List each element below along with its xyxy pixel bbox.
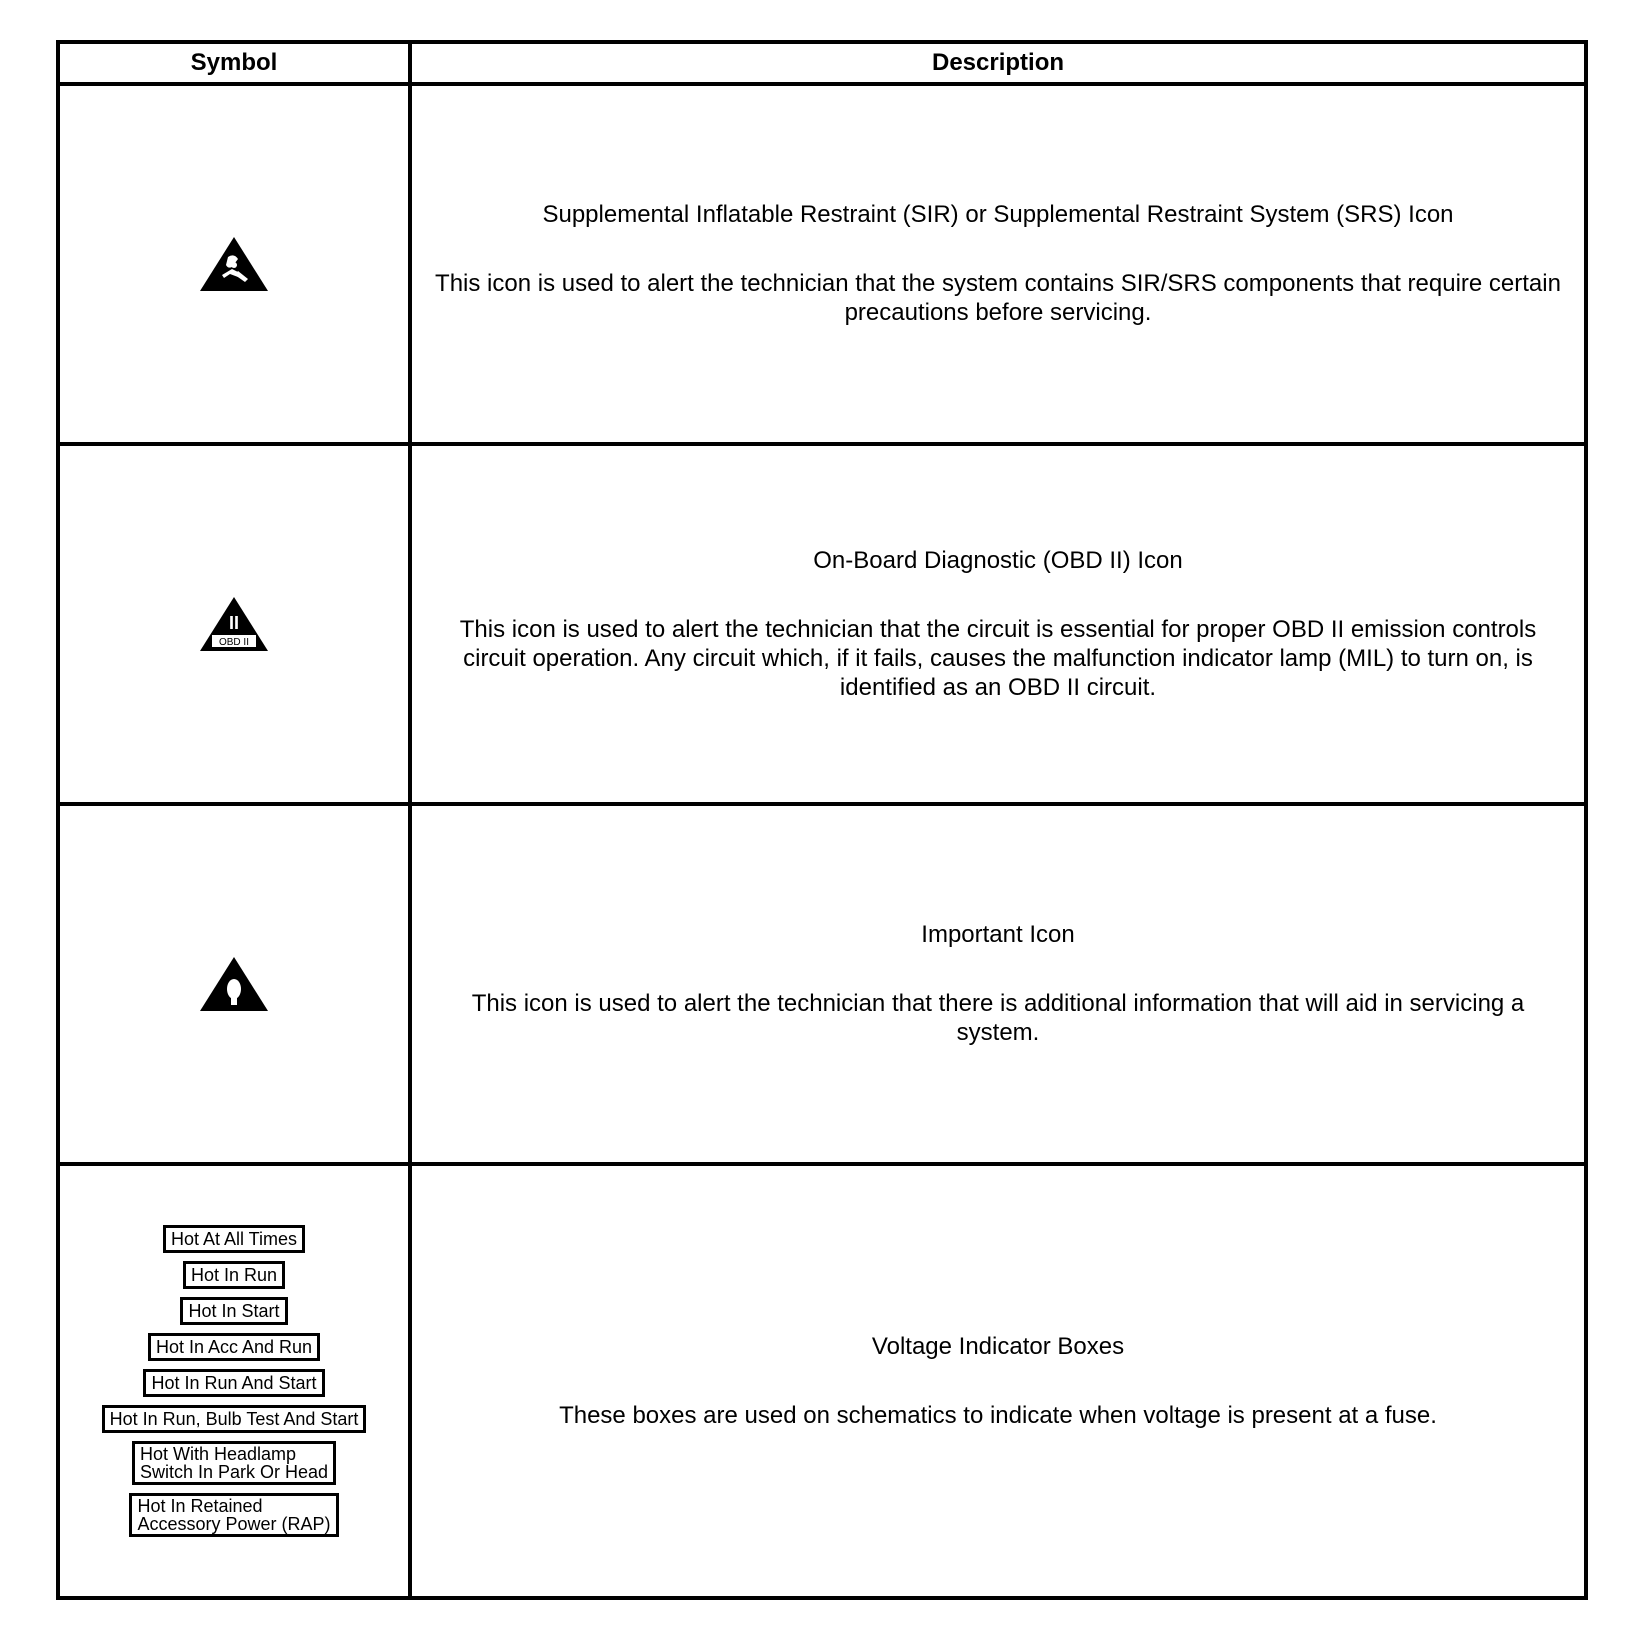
voltage-box: Hot In Retained Accessory Power (RAP): [129, 1493, 338, 1537]
header-description: Description: [931, 49, 1065, 76]
voltage-box: Hot In Acc And Run: [148, 1333, 320, 1361]
row-title: Supplemental Inflatable Restraint (SIR) or Supplemental Restraint System (SRS) Icon: [542, 201, 1454, 228]
row-title: Important Icon: [921, 921, 1075, 948]
table-row-obd: [60, 446, 1584, 806]
table-row-sir: [60, 86, 1584, 446]
symbol-cell: [60, 1166, 408, 1596]
table-row-important: [60, 806, 1584, 1166]
description-cell: [412, 806, 1584, 1162]
symbol-table: [56, 40, 1588, 1600]
important-exclamation-icon: [198, 955, 270, 1013]
sir-srs-warning-icon: [198, 235, 270, 293]
obd-icon-label-bottom: OBD II: [218, 637, 250, 648]
description-cell: [412, 1166, 1584, 1596]
voltage-box: Hot In Run, Bulb Test And Start: [102, 1405, 367, 1433]
symbol-cell: [60, 446, 408, 802]
description-cell: [412, 86, 1584, 442]
description-cell: [412, 446, 1584, 802]
voltage-box-list: [102, 1221, 367, 1541]
row-text: These boxes are used on schematics to indicate when voltage is present at a fuse.: [559, 1401, 1437, 1429]
table-row-voltage: [60, 1166, 1584, 1596]
symbol-cell: [60, 806, 408, 1162]
voltage-box: Hot In Start: [180, 1297, 287, 1325]
row-text: This icon is used to alert the technician that the circuit is essential for proper OBD II emission controls circuit operation. Any circuit which, if it fails, causes the malfunction indicator lamp (MIL) to turn on, is identified as an OBD II circuit.: [459, 615, 1537, 701]
voltage-box: Hot In Run And Start: [143, 1369, 324, 1397]
header-symbol: Symbol: [190, 49, 278, 76]
row-title: Voltage Indicator Boxes: [871, 1332, 1125, 1360]
voltage-box: Hot In Run: [183, 1261, 285, 1289]
voltage-box: Hot With Headlamp Switch In Park Or Head: [132, 1441, 336, 1485]
symbol-cell: [60, 86, 408, 442]
table-header: [60, 44, 1584, 86]
row-title: On-Board Diagnostic (OBD II) Icon: [813, 546, 1183, 574]
row-text: This icon is used to alert the technician that the system contains SIR/SRS components that require certain precautions before servicing.: [435, 270, 1561, 326]
voltage-box: Hot At All Times: [163, 1225, 305, 1253]
obd-icon-label-top: II: [228, 613, 240, 633]
obd-ii-warning-icon: [198, 595, 270, 653]
row-text: This icon is used to alert the technician that there is additional information that will aid in servicing a system.: [471, 990, 1525, 1046]
